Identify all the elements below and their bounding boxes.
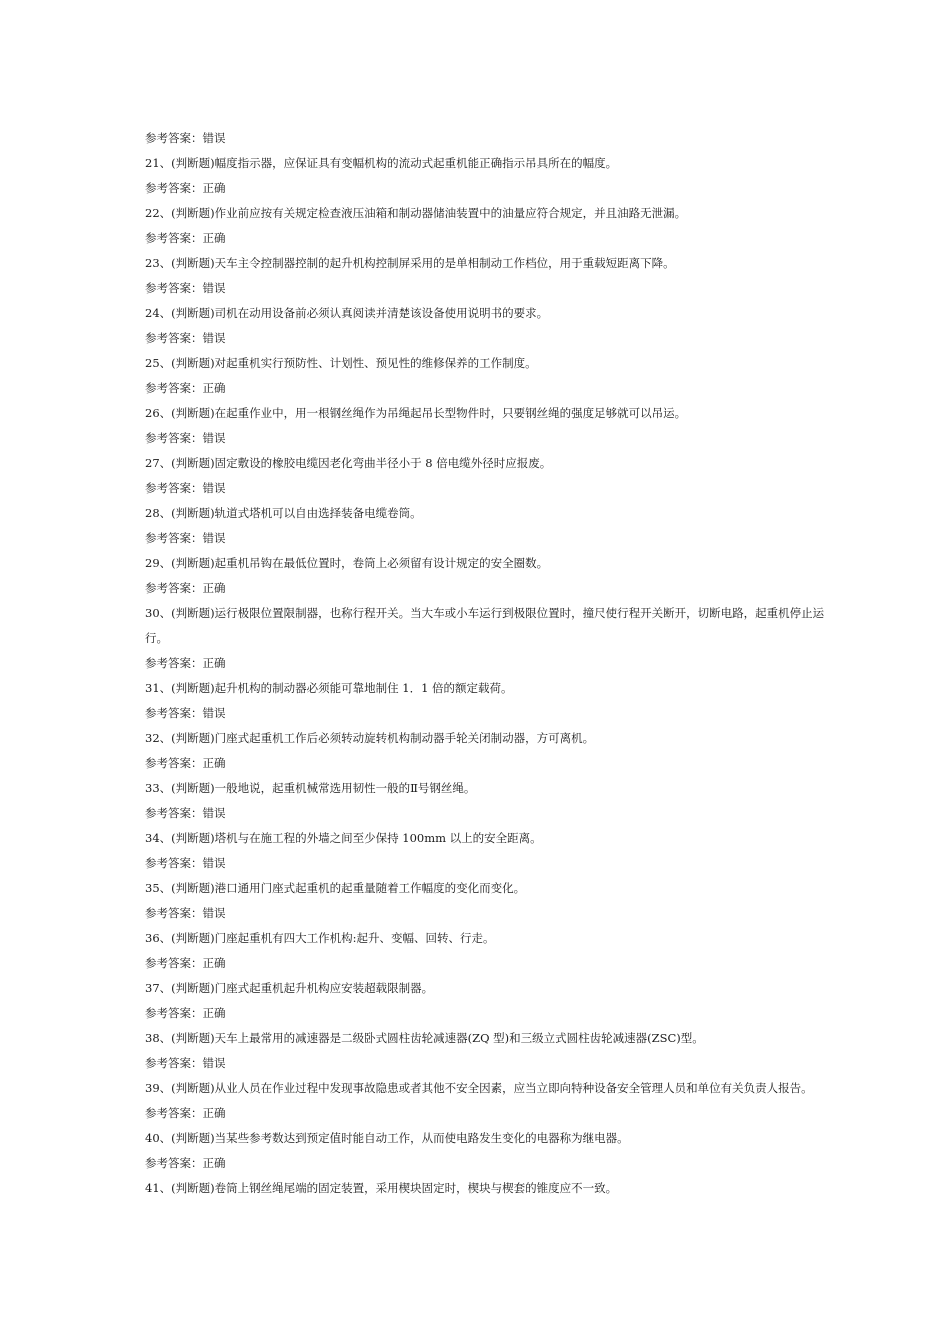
reference-answer: 参考答案：正确 — [145, 231, 226, 245]
question-text: 21、(判断题)幅度指示器，应保证具有变幅机构的流动式起重机能正确指示吊具所在的幅度。 — [145, 156, 618, 170]
question-text: 37、(判断题)门座式起重机起升机构应安装超载限制器。 — [145, 981, 434, 995]
question-text: 27、(判断题)固定敷设的橡胶电缆因老化弯曲半径小于 8 倍电缆外径时应报废。 — [145, 456, 552, 470]
reference-answer: 参考答案：错误 — [145, 331, 226, 345]
reference-answer: 参考答案：正确 — [145, 756, 226, 770]
question-text: 30、(判断题)运行极限位置限制器，也称行程开关。当大车或小车运行到极限位置时，撞尺使行程开关断开，切断电路，起重机停止运行。 — [145, 606, 825, 645]
reference-answer: 参考答案：正确 — [145, 581, 226, 595]
reference-answer: 参考答案：错误 — [145, 531, 226, 545]
question-text: 25、(判断题)对起重机实行预防性、计划性、预见性的维修保养的工作制度。 — [145, 356, 537, 370]
question-text: 26、(判断题)在起重作业中，用一根钢丝绳作为吊绳起吊长型物件时，只要钢丝绳的强度足够就可以吊运。 — [145, 406, 687, 420]
question-text: 35、(判断题)港口通用门座式起重机的起重量随着工作幅度的变化而变化。 — [145, 881, 526, 895]
question-text: 22、(判断题)作业前应按有关规定检查液压油箱和制动器储油装置中的油量应符合规定，并且油路无泄漏。 — [145, 206, 687, 220]
question-text: 31、(判断题)起升机构的制动器必须能可靠地制住 1．1 倍的额定载荷。 — [145, 681, 513, 695]
reference-answer: 参考答案：正确 — [145, 956, 226, 970]
reference-answer: 参考答案：错误 — [145, 806, 226, 820]
reference-answer: 参考答案：错误 — [145, 131, 226, 145]
reference-answer: 参考答案：正确 — [145, 1006, 226, 1020]
question-text: 28、(判断题)轨道式塔机可以自由选择装备电缆卷筒。 — [145, 506, 422, 520]
question-text: 34、(判断题)塔机与在施工程的外墙之间至少保持 100mm 以上的安全距离。 — [145, 831, 542, 845]
question-text: 32、(判断题)门座式起重机工作后必须转动旋转机构制动器手轮关闭制动器，方可离机。 — [145, 731, 595, 745]
reference-answer: 参考答案：正确 — [145, 381, 226, 395]
question-text: 33、(判断题)一般地说，起重机械常选用韧性一般的Ⅱ号钢丝绳。 — [145, 781, 476, 795]
question-text: 29、(判断题)起重机吊钩在最低位置时，卷筒上必须留有设计规定的安全圈数。 — [145, 556, 549, 570]
reference-answer: 参考答案：错误 — [145, 906, 226, 920]
reference-answer: 参考答案：正确 — [145, 181, 226, 195]
question-text: 39、(判断题)从业人员在作业过程中发现事故隐患或者其他不安全因素，应当立即向特种设备安全管理人员和单位有关负责人报告。 — [145, 1081, 813, 1095]
question-text: 24、(判断题)司机在动用设备前必须认真阅读并清楚该设备使用说明书的要求。 — [145, 306, 549, 320]
reference-answer: 参考答案：错误 — [145, 706, 226, 720]
question-text: 40、(判断题)当某些参考数达到预定值时能自动工作，从而使电路发生变化的电器称为继电器。 — [145, 1131, 629, 1145]
question-text: 38、(判断题)天车上最常用的减速器是二级卧式圆柱齿轮减速器(ZQ 型)和三级立式圆柱齿轮减速器(ZSC)型。 — [145, 1031, 704, 1045]
reference-answer: 参考答案：错误 — [145, 481, 226, 495]
reference-answer: 参考答案：正确 — [145, 1156, 226, 1170]
question-text: 23、(判断题)天车主令控制器控制的起升机构控制屏采用的是单相制动工作档位，用于重载短距离下降。 — [145, 256, 675, 270]
document-page — [145, 126, 825, 1201]
question-text: 41、(判断题)卷筒上钢丝绳尾端的固定装置，采用楔块固定时，楔块与楔套的锥度应不一致。 — [145, 1181, 618, 1195]
reference-answer: 参考答案：错误 — [145, 1056, 226, 1070]
reference-answer: 参考答案：错误 — [145, 431, 226, 445]
reference-answer: 参考答案：错误 — [145, 281, 226, 295]
question-text: 36、(判断题)门座起重机有四大工作机构:起升、变幅、回转、行走。 — [145, 931, 495, 945]
reference-answer: 参考答案：正确 — [145, 656, 226, 670]
reference-answer: 参考答案：正确 — [145, 1106, 226, 1120]
reference-answer: 参考答案：错误 — [145, 856, 226, 870]
